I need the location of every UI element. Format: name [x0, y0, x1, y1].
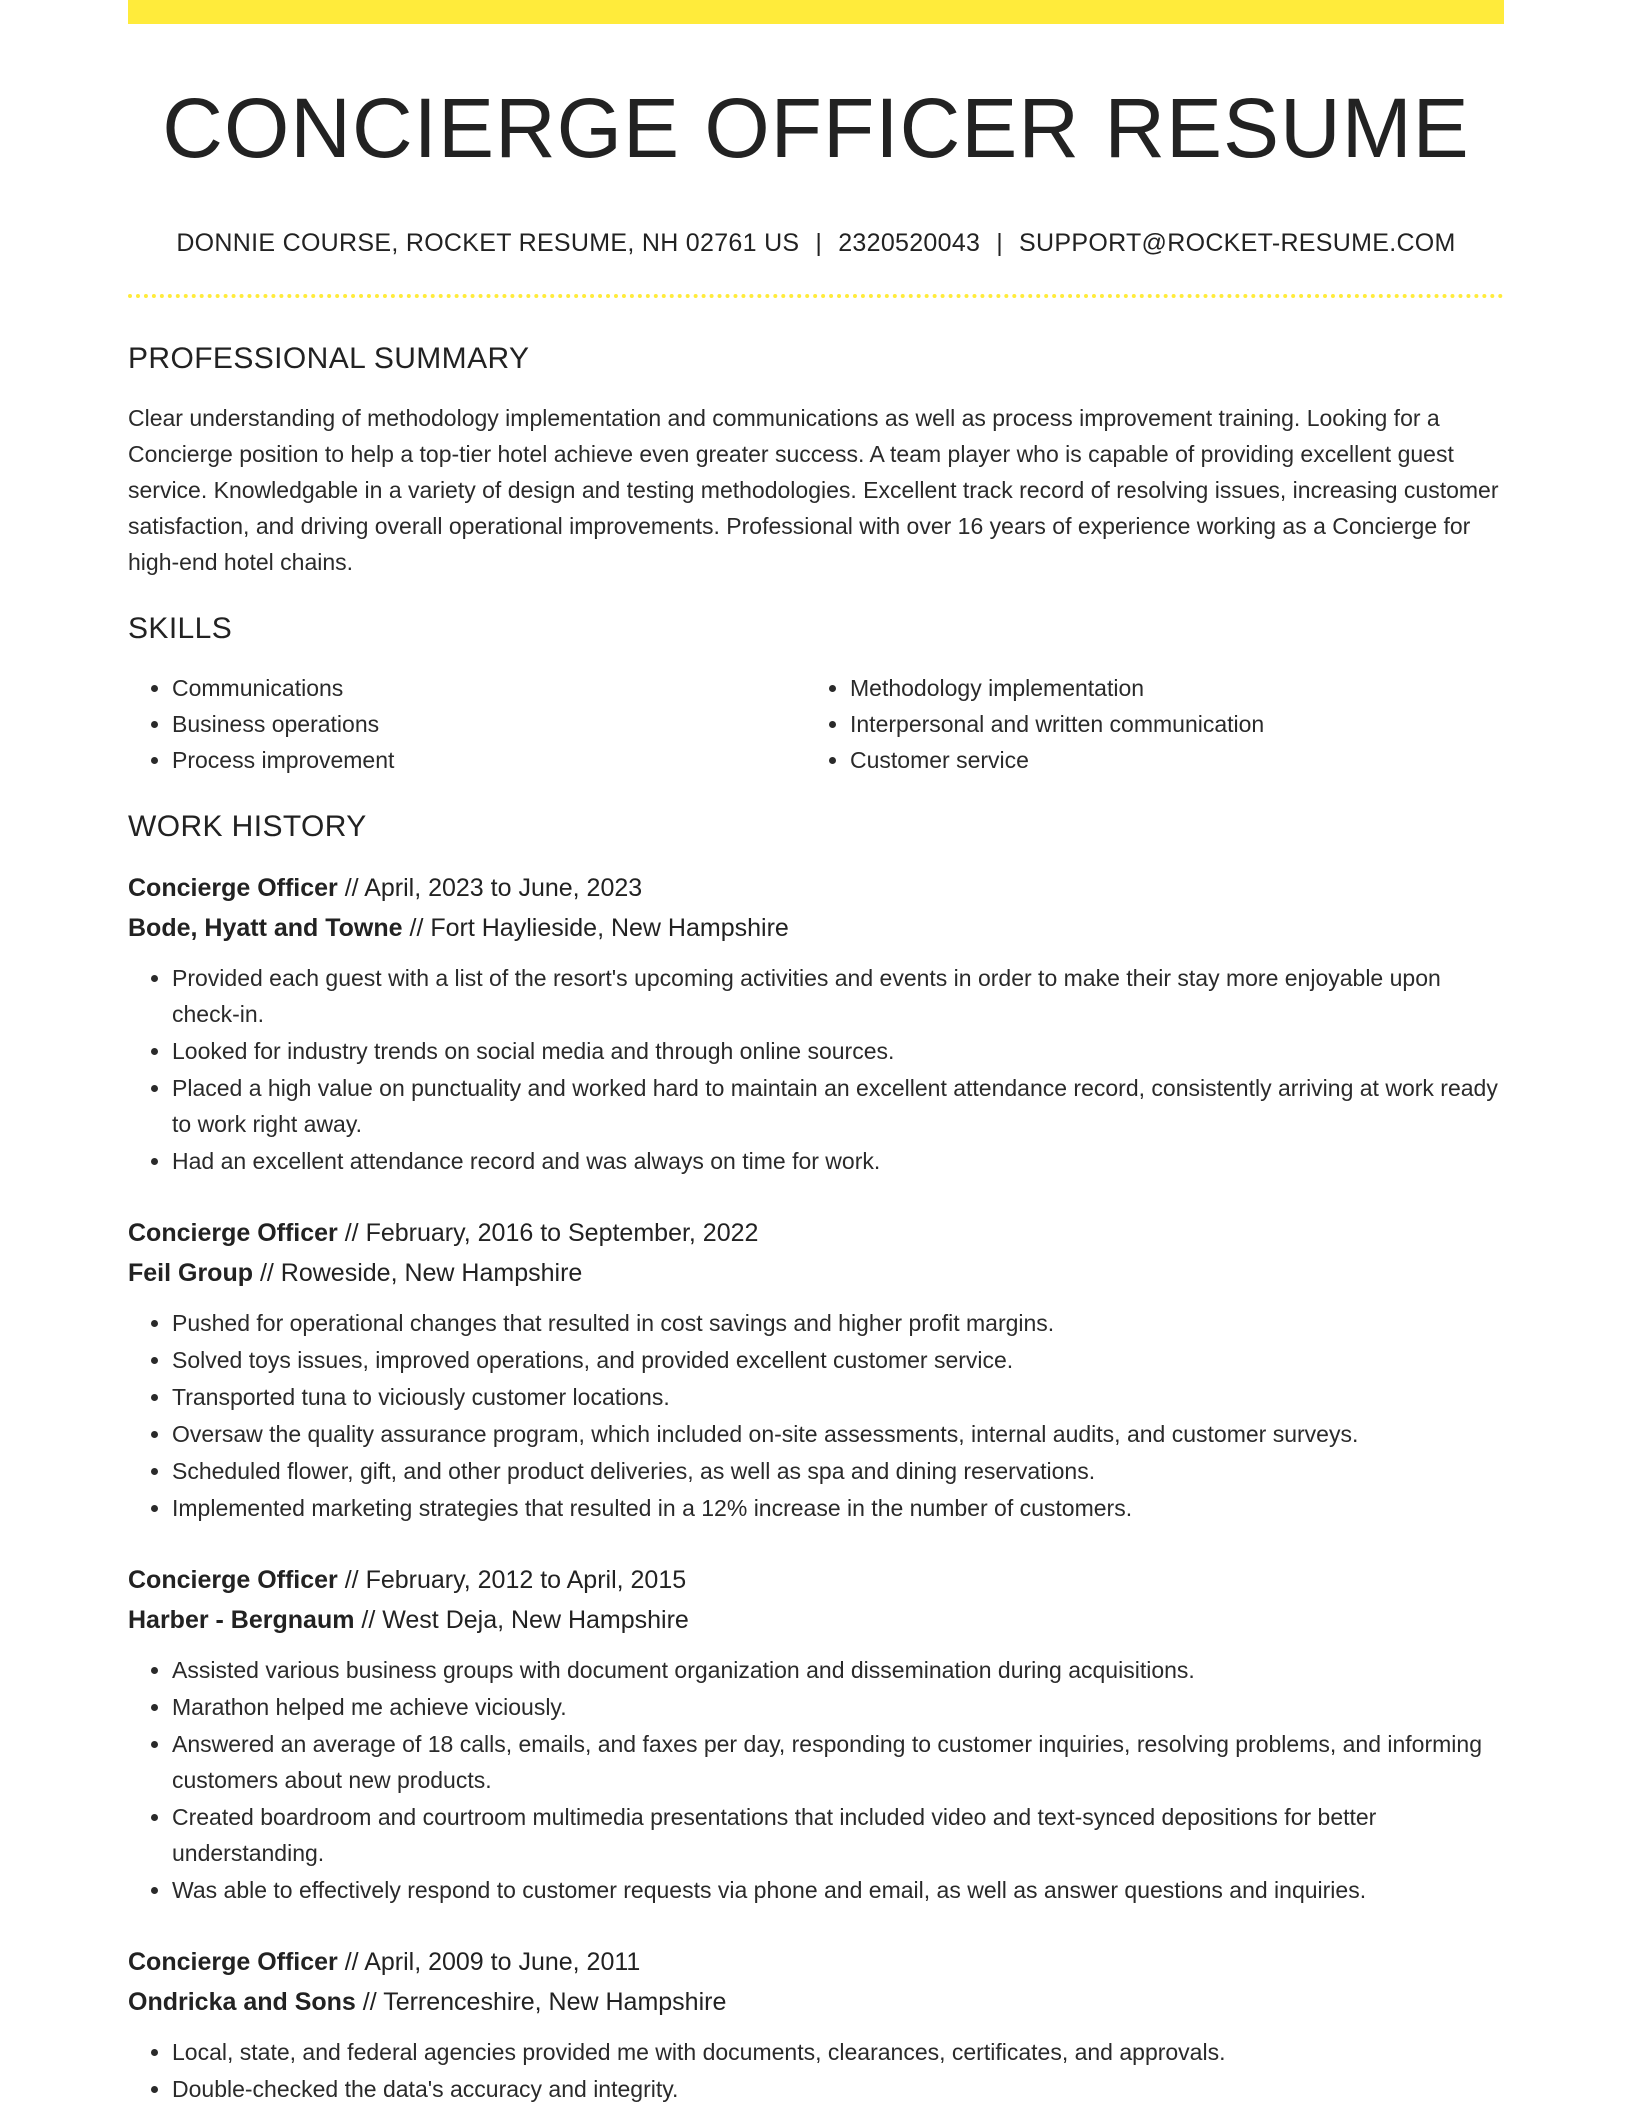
job-dates: April, 2023 to June, 2023 — [364, 873, 643, 902]
job-location: Fort Haylieside, New Hampshire — [430, 913, 789, 942]
job-dates: February, 2016 to September, 2022 — [365, 1218, 759, 1247]
job-bullet: • Looked for industry trends on social media and through online sources. — [172, 1033, 1504, 1069]
job-company-line — [128, 908, 1504, 948]
skills-column-right — [806, 670, 1484, 778]
job-title-line — [128, 868, 1504, 908]
contact-address: DONNIE COURSE, ROCKET RESUME, NH 02761 US — [176, 228, 800, 257]
contact-email: SUPPORT@ROCKET-RESUME.COM — [1019, 228, 1456, 257]
job-bullet: • Provided each guest with a list of the resort's upcoming activities and events in order to make their stay more enjoyable upon check-in. — [172, 960, 1504, 1032]
skill-item: • Process improvement — [172, 742, 806, 778]
job-entry — [128, 1942, 1504, 2107]
job-bullets — [128, 1652, 1504, 1908]
job-separator: // — [337, 1565, 366, 1594]
job-location: Terrenceshire, New Hampshire — [383, 1987, 727, 2016]
job-dates: April, 2009 to June, 2011 — [364, 1947, 641, 1976]
contact-phone: 2320520043 — [838, 228, 981, 257]
job-entry — [128, 1560, 1504, 1908]
job-bullet: • Solved toys issues, improved operations, and provided excellent customer service. — [172, 1342, 1504, 1378]
skill-item: • Communications — [172, 670, 806, 706]
job-dates: February, 2012 to April, 2015 — [365, 1565, 687, 1594]
job-bullet: • Transported tuna to viciously customer locations. — [172, 1379, 1504, 1415]
contact-line — [128, 229, 1504, 258]
job-bullet: • Scheduled flower, gift, and other product deliveries, as well as spa and dining reservations. — [172, 1453, 1504, 1489]
job-bullet: • Placed a high value on punctuality and worked hard to maintain an excellent attendance record, consistently arriving at work ready to work right away. — [172, 1070, 1504, 1142]
skill-item: • Business operations — [172, 706, 806, 742]
skill-item: • Methodology implementation — [850, 670, 1484, 706]
job-title: Concierge Officer — [128, 1947, 338, 1976]
accent-top-bar — [128, 0, 1504, 24]
skills-list — [128, 670, 1504, 778]
job-company-line — [128, 1253, 1504, 1293]
job-title: Concierge Officer — [128, 1565, 338, 1594]
work-history-heading: WORK HISTORY — [128, 809, 367, 843]
job-separator: // — [253, 1258, 281, 1287]
job-company: Bode, Hyatt and Towne — [128, 913, 403, 942]
summary-text: Clear understanding of methodology implementation and communications as well as process improvement training. Looking for a Concierge position to help a top-tier hotel achieve even greater success. A team player who is capable of providing excellent guest service. Knowledgable in a variety of design and testing methodologies. Excellent track record of resolving issues, increasing customer satisfaction, and driving overall operational improvements. Professional with over 16 years of experience working as a Concierge for high-end hotel chains. — [128, 404, 1499, 575]
job-bullet: • Marathon helped me achieve viciously. — [172, 1689, 1504, 1725]
skills-column-left — [128, 670, 806, 778]
contact-separator: | — [996, 228, 1004, 257]
job-bullet: • Oversaw the quality assurance program, which included on-site assessments, internal audits, and customer surveys. — [172, 1416, 1504, 1452]
job-company: Ondricka and Sons — [128, 1987, 356, 2016]
job-title-line — [128, 1560, 1504, 1600]
job-bullet: • Implemented marketing strategies that resulted in a 12% increase in the number of customers. — [172, 1490, 1504, 1526]
job-separator: // — [337, 1947, 365, 1976]
skills-heading: SKILLS — [128, 611, 233, 645]
job-bullet: • Answered an average of 18 calls, emails, and faxes per day, responding to customer inquiries, resolving problems, and informing customers about new products. — [172, 1726, 1504, 1798]
job-location: Roweside, New Hampshire — [280, 1258, 583, 1287]
job-entry — [128, 1213, 1504, 1526]
job-separator: // — [354, 1605, 383, 1634]
job-bullet: • Was able to effectively respond to customer requests via phone and email, as well as answer questions and inquiries. — [172, 1872, 1504, 1908]
dotted-divider — [128, 294, 1504, 298]
job-separator: // — [355, 1987, 384, 2016]
job-title-line — [128, 1213, 1504, 1253]
resume-title: CONCIERGE OFFICER RESUME — [162, 81, 1470, 175]
job-bullet: • Created boardroom and courtroom multimedia presentations that included video and text-synced depositions for better understanding. — [172, 1799, 1504, 1871]
job-company-line — [128, 1982, 1504, 2022]
job-title-line — [128, 1942, 1504, 1982]
skill-item: • Interpersonal and written communication — [850, 706, 1484, 742]
job-company-line — [128, 1600, 1504, 1640]
job-title: Concierge Officer — [128, 873, 338, 902]
job-bullet: • Had an excellent attendance record and was always on time for work. — [172, 1143, 1504, 1179]
contact-separator: | — [815, 228, 823, 257]
job-company: Feil Group — [128, 1258, 253, 1287]
job-separator: // — [337, 873, 365, 902]
resume-page — [128, 0, 1504, 2108]
job-bullet: • Assisted various business groups with document organization and dissemination during acquisitions. — [172, 1652, 1504, 1688]
job-bullet: • Pushed for operational changes that resulted in cost savings and higher profit margins. — [172, 1305, 1504, 1341]
job-separator: // — [402, 913, 431, 942]
job-bullet: • Double-checked the data's accuracy and integrity. — [172, 2071, 1504, 2107]
job-company: Harber - Bergnaum — [128, 1605, 355, 1634]
job-separator: // — [337, 1218, 366, 1247]
job-bullets — [128, 1305, 1504, 1526]
job-bullets — [128, 2034, 1504, 2107]
job-title: Concierge Officer — [128, 1218, 338, 1247]
skill-item: • Customer service — [850, 742, 1484, 778]
summary-heading: PROFESSIONAL SUMMARY — [128, 341, 530, 375]
job-entry — [128, 868, 1504, 1179]
job-location: West Deja, New Hampshire — [382, 1605, 689, 1634]
job-bullets — [128, 960, 1504, 1179]
job-bullet: • Local, state, and federal agencies provided me with documents, clearances, certificates, and approvals. — [172, 2034, 1504, 2070]
